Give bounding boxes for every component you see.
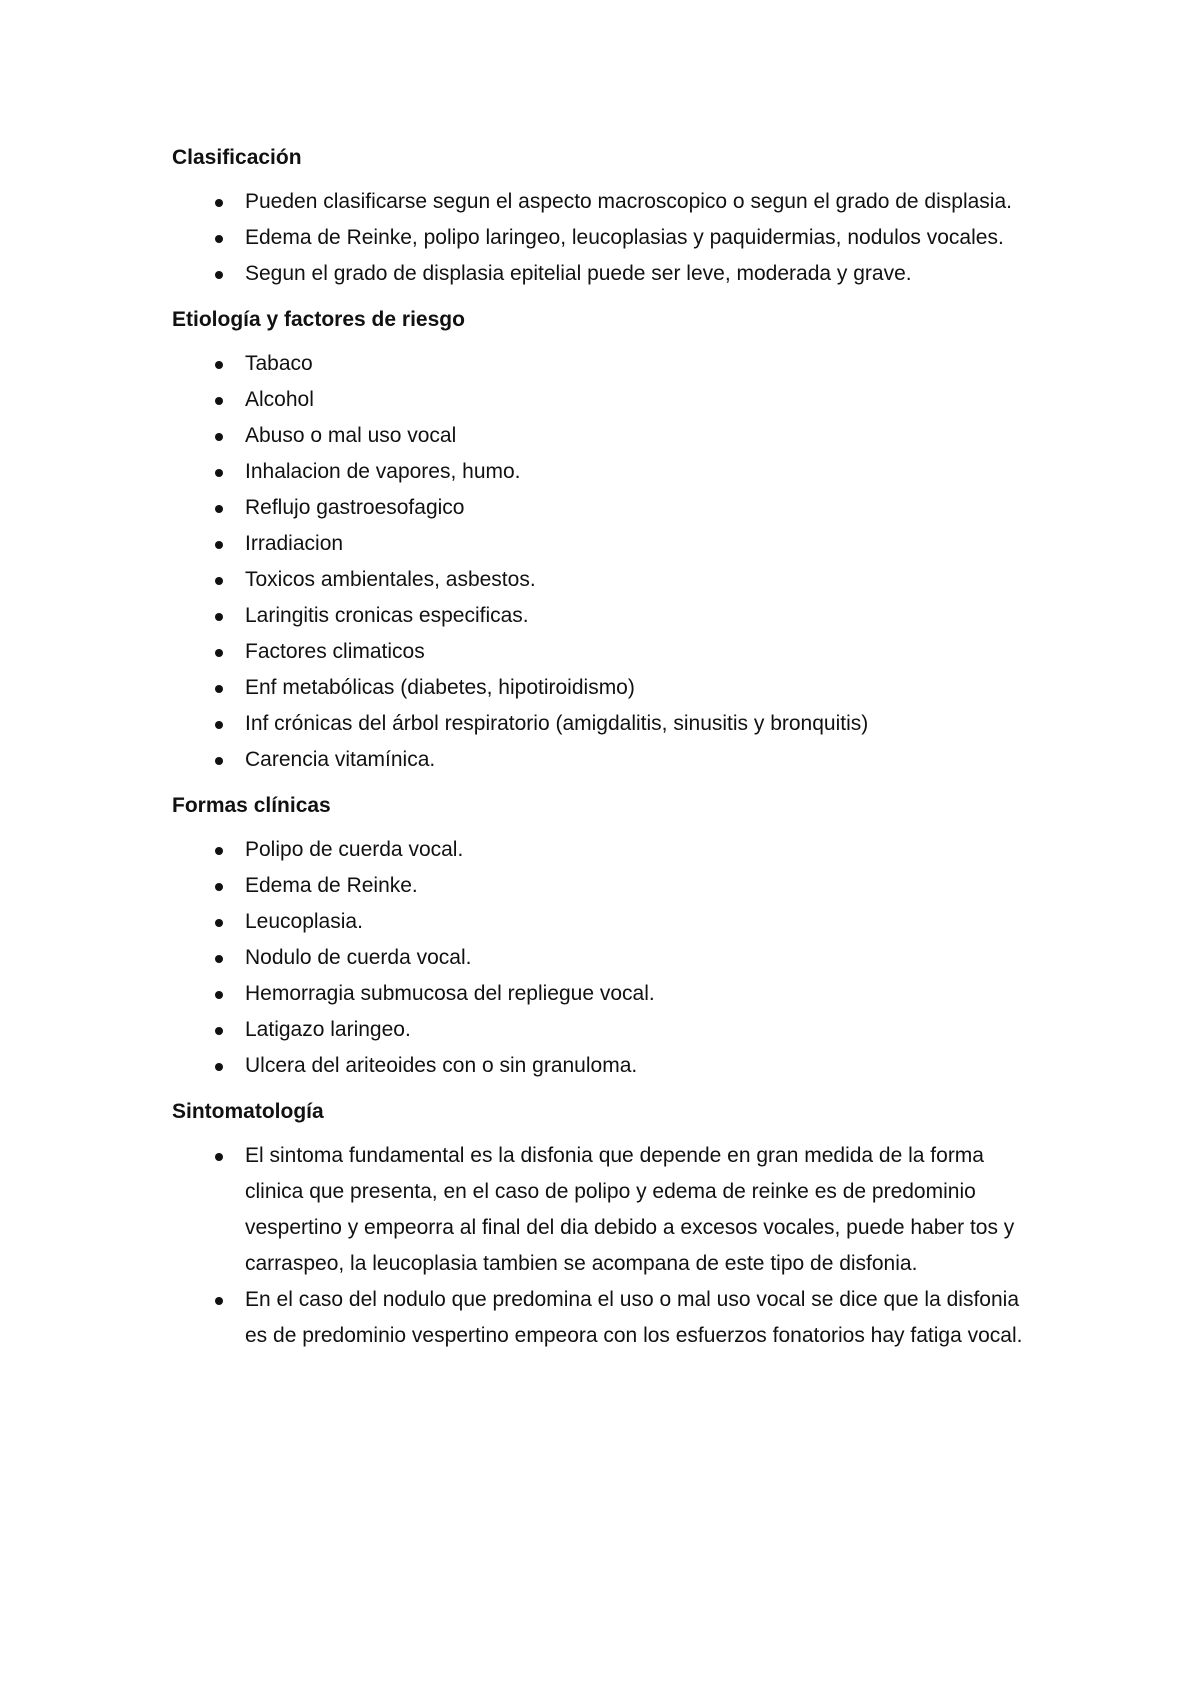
bullet-icon bbox=[215, 1153, 223, 1161]
list-item-text: Segun el grado de displasia epitelial puede ser leve, moderada y grave. bbox=[245, 262, 912, 285]
bullet-icon bbox=[215, 505, 223, 513]
bullet-icon bbox=[215, 721, 223, 729]
bullet-icon bbox=[215, 541, 223, 549]
bullet-icon bbox=[215, 361, 223, 369]
section-heading: Sintomatología bbox=[172, 1100, 324, 1123]
list-item bbox=[172, 382, 1042, 418]
list-item-text: Hemorragia submucosa del repliegue vocal. bbox=[245, 982, 655, 1005]
list-item bbox=[172, 1282, 1042, 1354]
list-item-text: Laringitis cronicas especificas. bbox=[245, 604, 529, 627]
document-page bbox=[172, 140, 1042, 1364]
bullet-icon bbox=[215, 397, 223, 405]
bullet-icon bbox=[215, 955, 223, 963]
list-item bbox=[172, 256, 1042, 292]
list-item bbox=[172, 904, 1042, 940]
list-item-text: Alcohol bbox=[245, 388, 314, 411]
section-heading: Etiología y factores de riesgo bbox=[172, 308, 465, 331]
list-item-text: Pueden clasificarse segun el aspecto macroscopico o segun el grado de displasia. bbox=[245, 190, 1012, 213]
list-item-text: Toxicos ambientales, asbestos. bbox=[245, 568, 536, 591]
list-item bbox=[172, 490, 1042, 526]
list-item-text: Polipo de cuerda vocal. bbox=[245, 838, 464, 861]
list-item-text: Edema de Reinke. bbox=[245, 874, 418, 897]
list-item-text: Factores climaticos bbox=[245, 640, 425, 663]
section-clasificacion bbox=[172, 140, 1042, 292]
list-item-text: Leucoplasia. bbox=[245, 910, 363, 933]
bullet-icon bbox=[215, 577, 223, 585]
bullet-icon bbox=[215, 1297, 223, 1305]
list-item-text: El sintoma fundamental es la disfonia que depende en gran medida de la forma clinica que presenta, en el caso de polipo y edema de reinke es de predominio vespertino y empeorra al final del dia debido a excesos vocales, puede haber tos y carraspeo, la leucoplasia tambien se acompana de este tipo de disfonia. bbox=[245, 1144, 1015, 1275]
list-item bbox=[172, 598, 1042, 634]
bullet-icon bbox=[215, 757, 223, 765]
section-etiologia bbox=[172, 302, 1042, 778]
list-item bbox=[172, 634, 1042, 670]
list-item-text: En el caso del nodulo que predomina el uso o mal uso vocal se dice que la disfonia es de predominio vespertino empeora con los esfuerzos fonatorios hay fatiga vocal. bbox=[245, 1288, 1023, 1347]
list-item-text: Inf crónicas del árbol respiratorio (amigdalitis, sinusitis y bronquitis) bbox=[245, 712, 869, 735]
list-item bbox=[172, 742, 1042, 778]
list-item bbox=[172, 1048, 1042, 1084]
list-item bbox=[172, 868, 1042, 904]
list-item bbox=[172, 940, 1042, 976]
section-heading: Formas clínicas bbox=[172, 794, 331, 817]
bullet-list bbox=[172, 346, 1042, 778]
bullet-icon bbox=[215, 613, 223, 621]
list-item bbox=[172, 1012, 1042, 1048]
bullet-list bbox=[172, 832, 1042, 1084]
bullet-icon bbox=[215, 847, 223, 855]
list-item bbox=[172, 526, 1042, 562]
list-item bbox=[172, 976, 1042, 1012]
list-item bbox=[172, 418, 1042, 454]
bullet-icon bbox=[215, 649, 223, 657]
bullet-icon bbox=[215, 919, 223, 927]
list-item bbox=[172, 454, 1042, 490]
section-sintomatologia bbox=[172, 1094, 1042, 1354]
bullet-icon bbox=[215, 199, 223, 207]
list-item bbox=[172, 706, 1042, 742]
list-item-text: Nodulo de cuerda vocal. bbox=[245, 946, 472, 969]
list-item-text: Irradiacion bbox=[245, 532, 344, 555]
list-item bbox=[172, 346, 1042, 382]
list-item-text: Edema de Reinke, polipo laringeo, leucoplasias y paquidermias, nodulos vocales. bbox=[245, 226, 1004, 249]
section-formas-clinicas bbox=[172, 788, 1042, 1084]
bullet-icon bbox=[215, 469, 223, 477]
bullet-icon bbox=[215, 991, 223, 999]
list-item-text: Latigazo laringeo. bbox=[245, 1018, 411, 1041]
list-item bbox=[172, 562, 1042, 598]
list-item-text: Ulcera del ariteoides con o sin granuloma. bbox=[245, 1054, 638, 1077]
bullet-icon bbox=[215, 1063, 223, 1071]
bullet-icon bbox=[215, 685, 223, 693]
list-item-text: Enf metabólicas (diabetes, hipotiroidismo) bbox=[245, 676, 635, 699]
list-item bbox=[172, 184, 1042, 220]
section-heading: Clasificación bbox=[172, 146, 302, 169]
list-item bbox=[172, 670, 1042, 706]
list-item bbox=[172, 1138, 1042, 1282]
bullet-icon bbox=[215, 235, 223, 243]
list-item-text: Abuso o mal uso vocal bbox=[245, 424, 457, 447]
bullet-list bbox=[172, 1138, 1042, 1354]
bullet-icon bbox=[215, 271, 223, 279]
list-item-text: Tabaco bbox=[245, 352, 313, 375]
bullet-icon bbox=[215, 883, 223, 891]
bullet-icon bbox=[215, 1027, 223, 1035]
list-item bbox=[172, 832, 1042, 868]
bullet-icon bbox=[215, 433, 223, 441]
list-item-text: Inhalacion de vapores, humo. bbox=[245, 460, 521, 483]
list-item-text: Carencia vitamínica. bbox=[245, 748, 436, 771]
list-item bbox=[172, 220, 1042, 256]
list-item-text: Reflujo gastroesofagico bbox=[245, 496, 465, 519]
bullet-list bbox=[172, 184, 1042, 292]
